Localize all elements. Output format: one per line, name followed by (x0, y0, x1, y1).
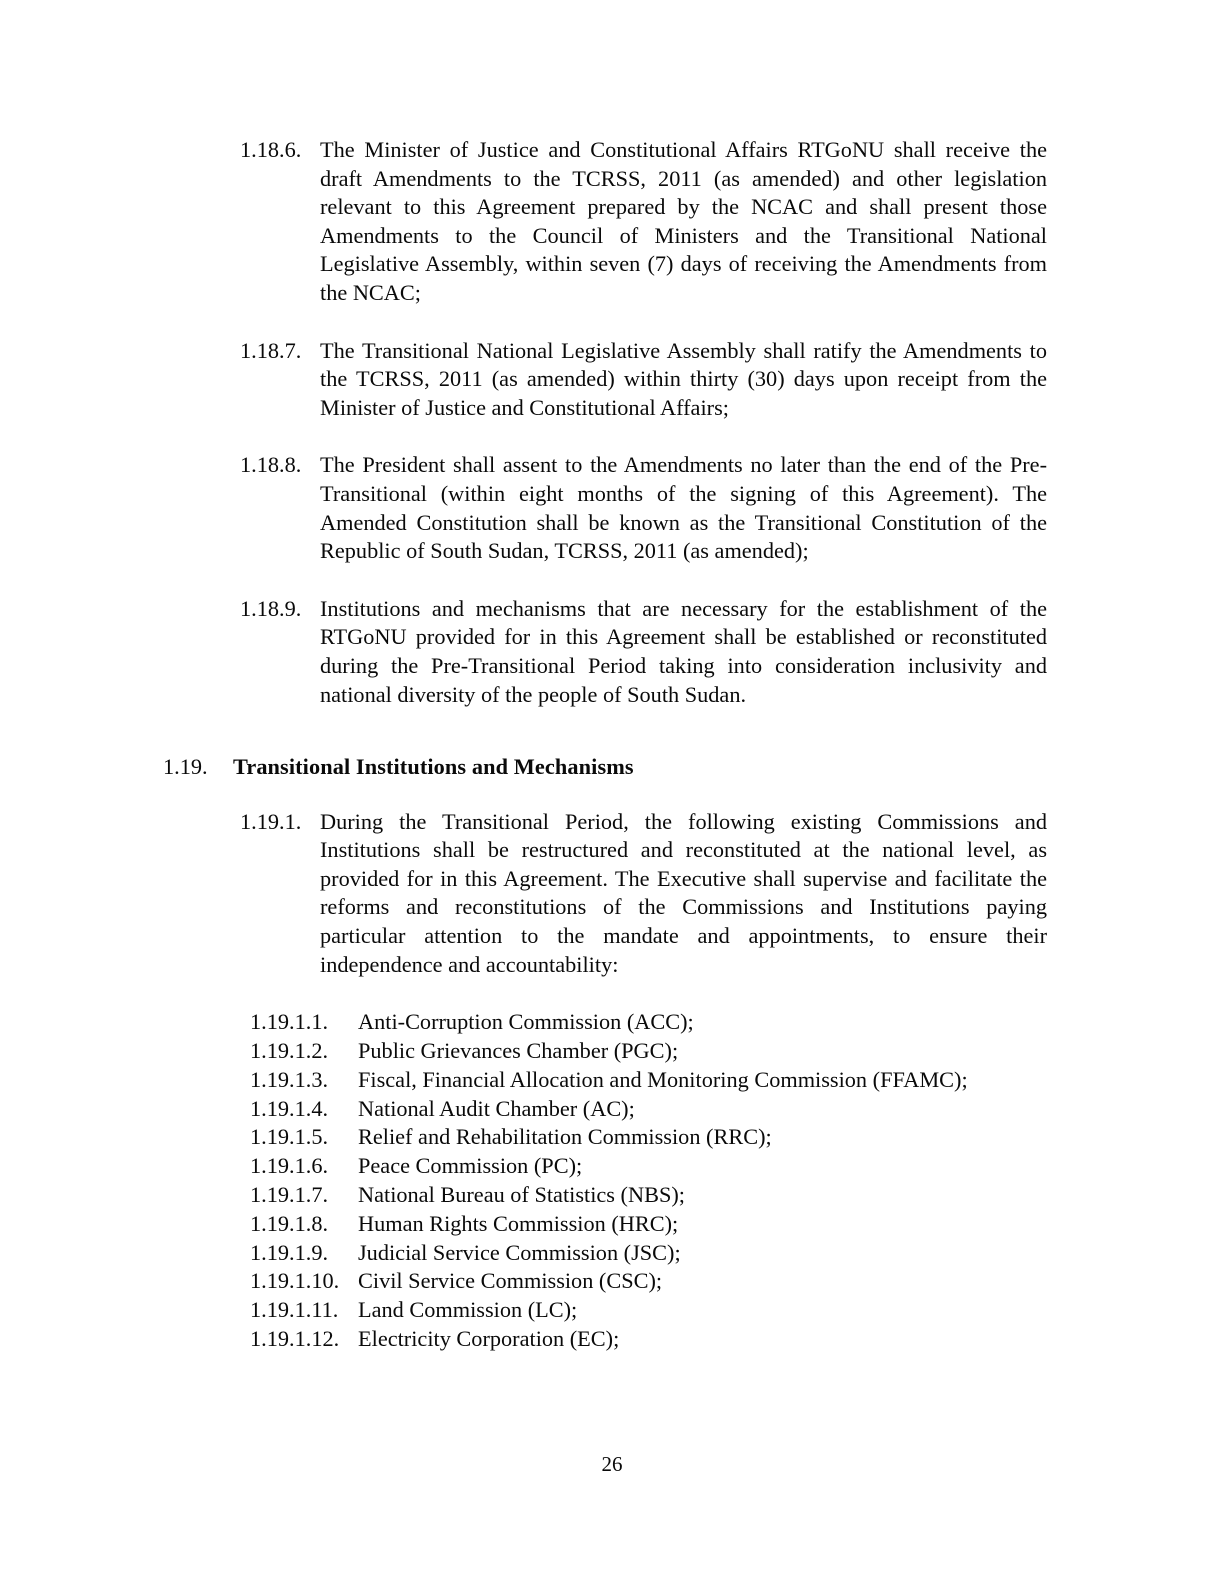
clause-text: The President shall assent to the Amendments no later than the end of the Pre-Transitional (within eight months of the signing of this Agreement). The Amended Constitution shall be known as the Transitional Constitution of the Republic of South Sudan, TCRSS, 2011 (as amended); (320, 452, 1047, 564)
list-item (163, 1325, 1047, 1354)
list-item-number: 1.19.1.1. (250, 1009, 329, 1035)
clause-text: Institutions and mechanisms that are necessary for the establishment of the RTGoNU provided for in this Agreement shall be established or reconstituted during the Pre-Transitional Period taking into consideration inclusivity and national diversity of the people of South Sudan. (320, 595, 1047, 707)
list-item-label: Fiscal, Financial Allocation and Monitoring Commission (FFAMC); (358, 1066, 968, 1092)
clause-1-18-7 (163, 337, 1047, 423)
list-item (163, 1296, 1047, 1325)
list-item-number: 1.19.1.10. (250, 1268, 340, 1294)
list-item (163, 1152, 1047, 1181)
list-item-label: Anti-Corruption Commission (ACC); (358, 1009, 694, 1035)
list-item (163, 1210, 1047, 1239)
page-content (163, 136, 1047, 1354)
list-item-label: Land Commission (LC); (358, 1297, 578, 1323)
clause-1-18-9 (163, 595, 1047, 709)
list-item-label: Peace Commission (PC); (358, 1153, 583, 1179)
list-item (163, 1037, 1047, 1066)
list-item (163, 1095, 1047, 1124)
list-item-label: Public Grievances Chamber (PGC); (358, 1038, 679, 1064)
list-item-number: 1.19.1.9. (250, 1239, 329, 1265)
list-item-number: 1.19.1.12. (250, 1326, 340, 1352)
section-heading-number: 1.19. (163, 754, 208, 780)
clause-1-18-8 (163, 451, 1047, 565)
list-item-label: Electricity Corporation (EC); (358, 1326, 620, 1352)
list-item (163, 1267, 1047, 1296)
page-number: 26 (601, 1452, 623, 1476)
clause-number: 1.19.1. (240, 808, 302, 834)
clause-number: 1.18.6. (240, 137, 302, 162)
list-item (163, 1239, 1047, 1268)
list-item-label: National Audit Chamber (AC); (358, 1095, 635, 1121)
list-item-number: 1.19.1.6. (250, 1153, 329, 1179)
list-item (163, 1123, 1047, 1152)
list-item (163, 1008, 1047, 1037)
list-item-label: National Bureau of Statistics (NBS); (358, 1182, 685, 1208)
clause-number: 1.18.8. (240, 452, 302, 478)
list-item-label: Judicial Service Commission (JSC); (358, 1239, 681, 1265)
clause-1-18-6 (163, 136, 1047, 308)
clause-number: 1.18.9. (240, 595, 302, 621)
clause-1-19-1 (163, 808, 1047, 980)
clause-text: The Transitional National Legislative Assembly shall ratify the Amendments to the TCRSS, 2011 (as amended) within thirty (30) days upon receipt from the Minister of Justice and Constitutional Affairs; (320, 337, 1047, 420)
list-item-label: Human Rights Commission (HRC); (358, 1210, 679, 1236)
list-item (163, 1181, 1047, 1210)
list-item (163, 1066, 1047, 1095)
list-item-number: 1.19.1.2. (250, 1038, 329, 1064)
section-heading-1-19 (163, 753, 1047, 782)
list-item-label: Relief and Rehabilitation Commission (RRC); (358, 1124, 772, 1150)
list-item-number: 1.19.1.5. (250, 1124, 329, 1150)
list-item-number: 1.19.1.4. (250, 1095, 329, 1121)
institutions-list (163, 1008, 1047, 1354)
list-item-label: Civil Service Commission (CSC); (358, 1268, 663, 1294)
section-heading-title: Transitional Institutions and Mechanisms (233, 754, 634, 780)
clause-number: 1.18.7. (240, 337, 302, 363)
clause-text: During the Transitional Period, the following existing Commissions and Institutions shall be restructured and reconstituted at the national level, as provided for in this Agreement. The Executive shall supervise and facilitate the reforms and reconstitutions of the Commissions and Institutions paying particular attention to the mandate and appointments, to ensure their independence and accountability: (320, 808, 1047, 977)
clause-text: The Minister of Justice and Constitutional Affairs RTGoNU shall receive the draft Amendments to the TCRSS, 2011 (as amended) and other legislation relevant to this Agreement prepared by the NCAC and shall present those Amendments to the Council of Ministers and the Transitional National Legislative Assembly, within seven (7) days of receiving the Amendments from the NCAC; (320, 137, 1047, 305)
list-item-number: 1.19.1.7. (250, 1182, 329, 1208)
list-item-number: 1.19.1.3. (250, 1066, 329, 1092)
list-item-number: 1.19.1.8. (250, 1210, 329, 1236)
list-item-number: 1.19.1.11. (250, 1297, 339, 1323)
